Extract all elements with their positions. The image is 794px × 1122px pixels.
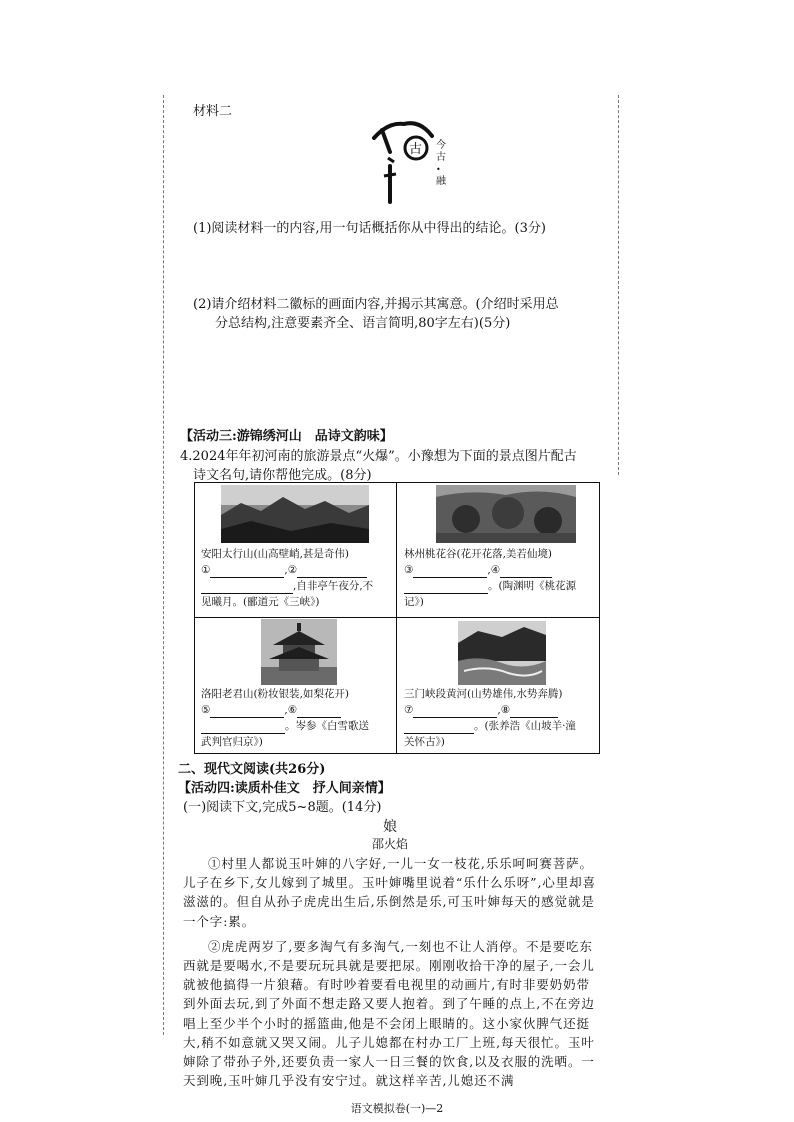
scene-1-num-2: ,② <box>284 564 298 576</box>
scene-3-line3: 武判官归京》) <box>201 736 263 748</box>
photo-peach-valley <box>436 485 576 543</box>
reading-intro: (一)阅读下文,完成5~8题。(14分) <box>183 800 382 815</box>
scene-3-line2: 。岑参《白雪歌送 <box>285 720 369 732</box>
scene-4-num-8: ,⑧ <box>497 704 511 716</box>
section2-heading: 二、现代文阅读(共26分) <box>178 762 326 777</box>
left-margin-line <box>163 95 164 1035</box>
scene-1-num-1: ① <box>201 564 211 576</box>
scene-4-line3: 关怀古》) <box>404 736 445 748</box>
answer-blank-2b[interactable] <box>201 593 293 594</box>
question-2-line1: (2)请介绍材料二徽标的画面内容,并揭示其寓意。(介绍时采用总 <box>193 297 559 312</box>
logo-text-4: 融 <box>436 176 446 187</box>
material2-label: 材料二 <box>193 104 233 119</box>
scene-cell-laojun <box>195 619 396 753</box>
answer-blank-7[interactable] <box>413 717 497 718</box>
answer-blank-4b[interactable] <box>404 593 488 594</box>
logo-text-1: 今 <box>436 140 446 151</box>
question-4-line2: 诗文名句,请你帮他完成。(8分) <box>193 468 372 483</box>
scene-1-name: 安阳太行山(山高壁峭,甚是奇伟) <box>201 548 350 560</box>
scene-grid <box>194 482 600 754</box>
right-margin-line <box>618 95 619 475</box>
logo-text-3: • <box>436 165 441 174</box>
answer-blank-4[interactable] <box>500 577 552 578</box>
scene-3-num-5: ⑤ <box>201 704 211 716</box>
answer-blank-2[interactable] <box>297 577 367 578</box>
scene-2-line2: 。(陶渊明《桃花源 <box>488 580 577 592</box>
question-2-line2: 分总结构,注意要素齐全、语言简明,80字左右)(5分) <box>215 316 511 331</box>
scene-4-num-7: ⑦ <box>404 704 414 716</box>
scene-2-line3: 记》) <box>404 596 424 608</box>
question-1: (1)阅读材料一的内容,用一句话概括你从中得出的结论。(3分) <box>193 221 546 236</box>
photo-laojun-temple <box>261 619 337 685</box>
activity4-heading: 【活动四:读质朴佳文 抒人间亲情】 <box>178 781 391 796</box>
answer-blank-1[interactable] <box>210 577 284 578</box>
essay-title: 娘 <box>383 819 397 835</box>
logo-seal-char: 古 <box>409 142 423 157</box>
photo-taihang-mountain <box>221 485 369 543</box>
logo-text-2: 古 <box>436 152 446 163</box>
material2-logo <box>368 118 478 206</box>
answer-blank-8b[interactable] <box>404 733 474 734</box>
scene-4-name: 三门峡段黄河(山势雄伟,水势奔腾) <box>404 688 563 700</box>
scene-2-name: 林州桃花谷(花开花落,美若仙境) <box>404 548 553 560</box>
answer-blank-6b[interactable] <box>201 733 285 734</box>
page-footer: 语文模拟卷(一)—2 <box>350 1102 444 1115</box>
logo-brush-graphic <box>368 118 478 206</box>
essay-paragraph-2: ②虎虎两岁了,要多淘气有多淘气,一刻也不让人消停。不是要吃东西就是要喝水,不是要玩玩具就是要把尿。刚刚收拾干净的屋子,一会儿就被他搞得一片狼藉。有时吵着要看电视里的动画片,有时非要奶奶带到外面去玩,到了外面不想走路又要人抱着。到了午睡的点上,不在旁边唱上至少半个小时的摇篮曲,他是不会闭上眼睛的。这小家伙脾气还挺大,稍不如意就又哭又闹。儿子儿媳都在村办工厂上班,每天很忙。玉叶婶除了带孙子外,还要负责一家人一日三餐的饮食,以及衣服的洗晒。一天到晚,玉叶婶几乎没有安宁过。就这样辛苦,儿媳还不满 <box>183 938 595 1089</box>
activity3-heading: 【活动三:游锦绣河山 品诗文韵味】 <box>180 429 393 444</box>
answer-blank-3[interactable] <box>413 577 487 578</box>
question-4-line1: 4.2024年年初河南的旅游景点“火爆”。小豫想为下面的景点图片配古 <box>180 449 577 464</box>
essay-paragraph-1: ①村里人都说玉叶婶的八字好,一儿一女一枝花,乐乐呵呵赛菩萨。儿子在乡下,女儿嫁到了城里。玉叶婶嘴里说着“乐什么乐呀”,心里却喜滋滋的。但自从孙子虎虎出生后,乐倒然是乐,可玉叶婶每天的感觉就是一个字:累。 <box>183 856 596 929</box>
scene-4-line2: 。(张养浩《山坡羊·潼 <box>474 720 576 732</box>
scene-3-num-6: ,⑥ <box>284 704 298 716</box>
scene-cell-linzhou <box>398 483 599 617</box>
answer-blank-6[interactable] <box>297 717 341 718</box>
scene-3-name: 洛阳老君山(粉妆银装,如梨花开) <box>201 688 350 700</box>
photo-yellow-river <box>458 621 546 685</box>
answer-blank-8[interactable] <box>510 717 558 718</box>
scene-2-num-3: ③ <box>404 564 414 576</box>
essay-author: 邵火焰 <box>371 837 408 851</box>
scene-2-num-4: ,④ <box>487 564 501 576</box>
scene-1-line3: 见曦月。(郦道元《三峡》) <box>201 596 320 608</box>
answer-blank-5[interactable] <box>210 717 284 718</box>
scene-1-line2: ,自非亭午夜分,不 <box>293 580 374 592</box>
scene-cell-anyang <box>195 483 396 617</box>
scene-cell-sanmenxia <box>398 619 599 753</box>
essay-body <box>183 854 603 1090</box>
